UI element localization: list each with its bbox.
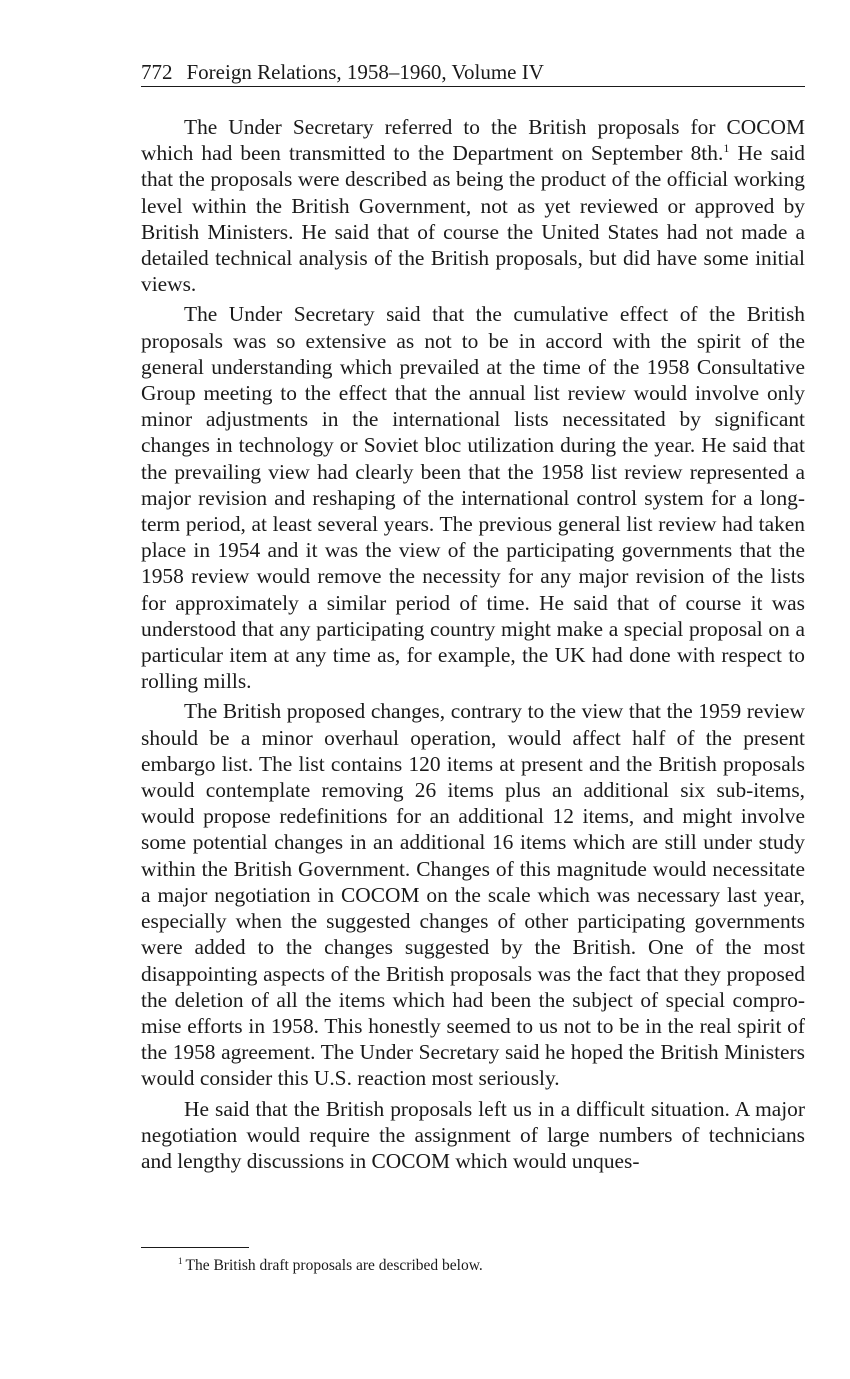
footnote-marker: 1 <box>178 1255 183 1266</box>
footnote-text: The British draft proposals are described below. <box>185 1257 483 1274</box>
paragraph-2: The Under Secretary said that the cumulative effect of the British proposals was so extensive as not to be in accord with the spirit of the general understanding which prevailed at the time of the 1958 Consultative Group meeting to the effect that the annual list review would involve only minor adjustments in the international lists necessitated by significant changes in technology or Soviet bloc utilization during the year. He said that the prevailing view had clearly been that the 1958 list review represented a major revision and reshaping of the international control system for a long-term period, at least several years. The previous general list review had taken place in 1954 and it was the view of the participating governments that the 1958 review would remove the necessity for any major revision of the lists for approximately a similar period of time. He said that of course it was understood that any participating country might make a special proposal on a particular item at any time as, for example, the UK had done with respect to rolling mills. <box>141 302 805 694</box>
paragraph-4: He said that the British proposals left us in a difficult situation. A major negotiation would require the assignment of large numbers of technicians and lengthy discussions in COCOM which would unques- <box>141 1096 805 1173</box>
paragraph-3: The British proposed changes, contrary to the view that the 1959 review should be a minor overhaul operation, would affect half of the present embargo list. The list contains 120 items at present and the British proposals would contemplate removing 26 items plus an additional six sub-items, would propose redefinitions for an additional 12 items, and might involve some potential changes in an additional 16 items which are still under study within the British Government. Changes of this magnitude would necessitate a major negotiation in COCOM on the scale which was necessary last year, especially when the suggested changes of other participating governments were added to the changes suggested by the British. One of the most disappointing aspects of the British proposals was the fact that they proposed the deletion of all the items which had been the subject of special compromise efforts in 1958. This honestly seemed to us not to be in the real spirit of the 1958 agreement. The Under Secretary said he hoped the British Ministers would consider this U.S. reaction most seriously. <box>141 699 805 1091</box>
paragraph-1-text-cont: He said that the proposals were described as being the product of the official working level within the British Government, not as yet reviewed or approved by British Ministers. He said that of course the United States had not made a detailed technical analysis of the British proposals, but did have some initial views. <box>141 141 805 297</box>
main-text <box>141 114 805 1174</box>
paragraph-1 <box>141 114 805 297</box>
running-title: Foreign Relations, 1958–1960, Volume IV <box>186 60 544 84</box>
paragraph-1-text: The Under Secretary referred to the British proposals for COCOM which had been transmitted to the Department on September 8th. <box>141 115 805 166</box>
footnote-reference[interactable]: 1 <box>723 141 730 156</box>
footnote <box>178 1255 798 1277</box>
running-header <box>141 58 805 87</box>
page-number: 772 <box>141 60 173 84</box>
footnote-divider <box>141 1247 249 1248</box>
